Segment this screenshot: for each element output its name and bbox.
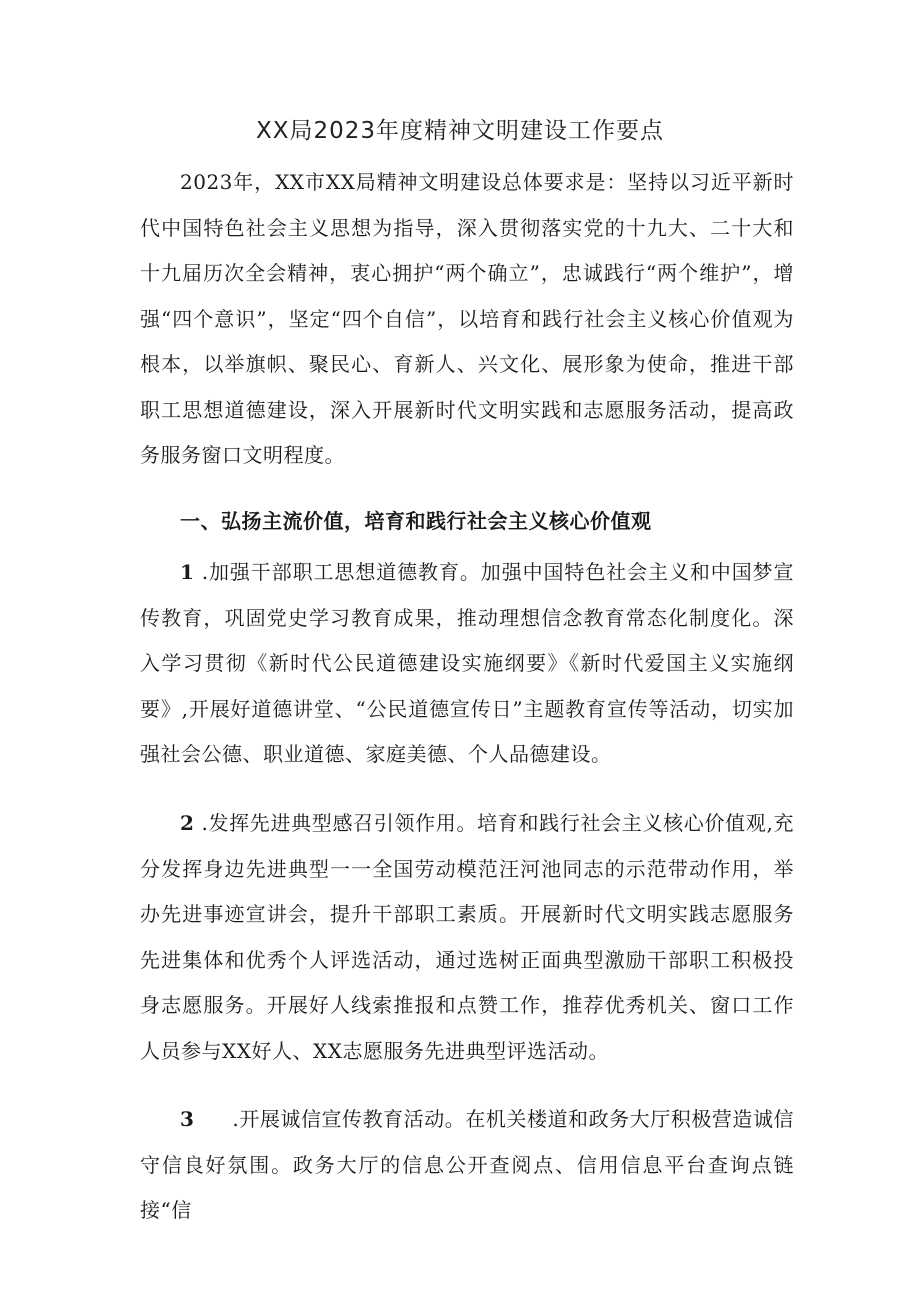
item-2-text: .发挥先进典型感召引领作用。培育和践行社会主义核心价值观,充分发挥身边先进典型一一全国劳动模范汪河池同志的示范带动作用，举办先进事迹宣讲会，提升干部职工素质。开展新时代文明实践志愿服务先进集体和优秀个人评选活动，通过选树正面典型激励干部职工积极投身志愿服务。开展好人线索推报和点赞工作，推荐优秀机关、窗口工作人员参与XX好人、XX志愿服务先进典型评选活动。 [140, 811, 795, 1063]
item-3-paragraph [140, 1097, 794, 1234]
item-2-paragraph [140, 801, 794, 1074]
document-title: XX局2023年度精神文明建设工作要点 [255, 118, 665, 144]
intro-paragraph: 2023年，XX市XX局精神文明建设总体要求是：坚持以习近平新时代中国特色社会主义思想为指导，深入贯彻落实党的十九大、二十大和十九届历次全会精神，衷心拥护“两个确立”，忠诚践行“两个维护”，增强“四个意识”，坚定“四个自信”，以培育和践行社会主义核心价值观为根本，以举旗帜、聚民心、育新人、兴文化、展形象为使命，推进干部职工思想道德建设，深入开展新时代文明实践和志愿服务活动，提高政务服务窗口文明程度。 [140, 170, 794, 467]
item-1-number: 1 [180, 560, 195, 584]
item-3-number: 3 [180, 1107, 195, 1131]
item-2-number: 2 [180, 811, 195, 835]
item-3-text: .开展诚信宣传教育活动。在机关楼道和政务大厅积极营造诚信守信良好氛围。政务大厅的信息公开查阅点、信用信息平台查询点链接“信 [140, 1107, 794, 1222]
section-heading-1: 一、弘扬主流价值，培育和践行社会主义核心价值观 [180, 509, 652, 533]
item-1-text: .加强干部职工思想道德教育。加强中国特色社会主义和中国梦宣传教育，巩固党史学习教育成果，推动理想信念教育常态化制度化。深入学习贯彻《新时代公民道德建设实施纲要》《新时代爱国主义实施纲要》,开展好道德讲堂、“公民道德宣传日”主题教育宣传等活动，切实加强社会公德、职业道德、家庭美德、个人品德建设。 [140, 560, 795, 766]
item-1-paragraph [140, 550, 794, 778]
